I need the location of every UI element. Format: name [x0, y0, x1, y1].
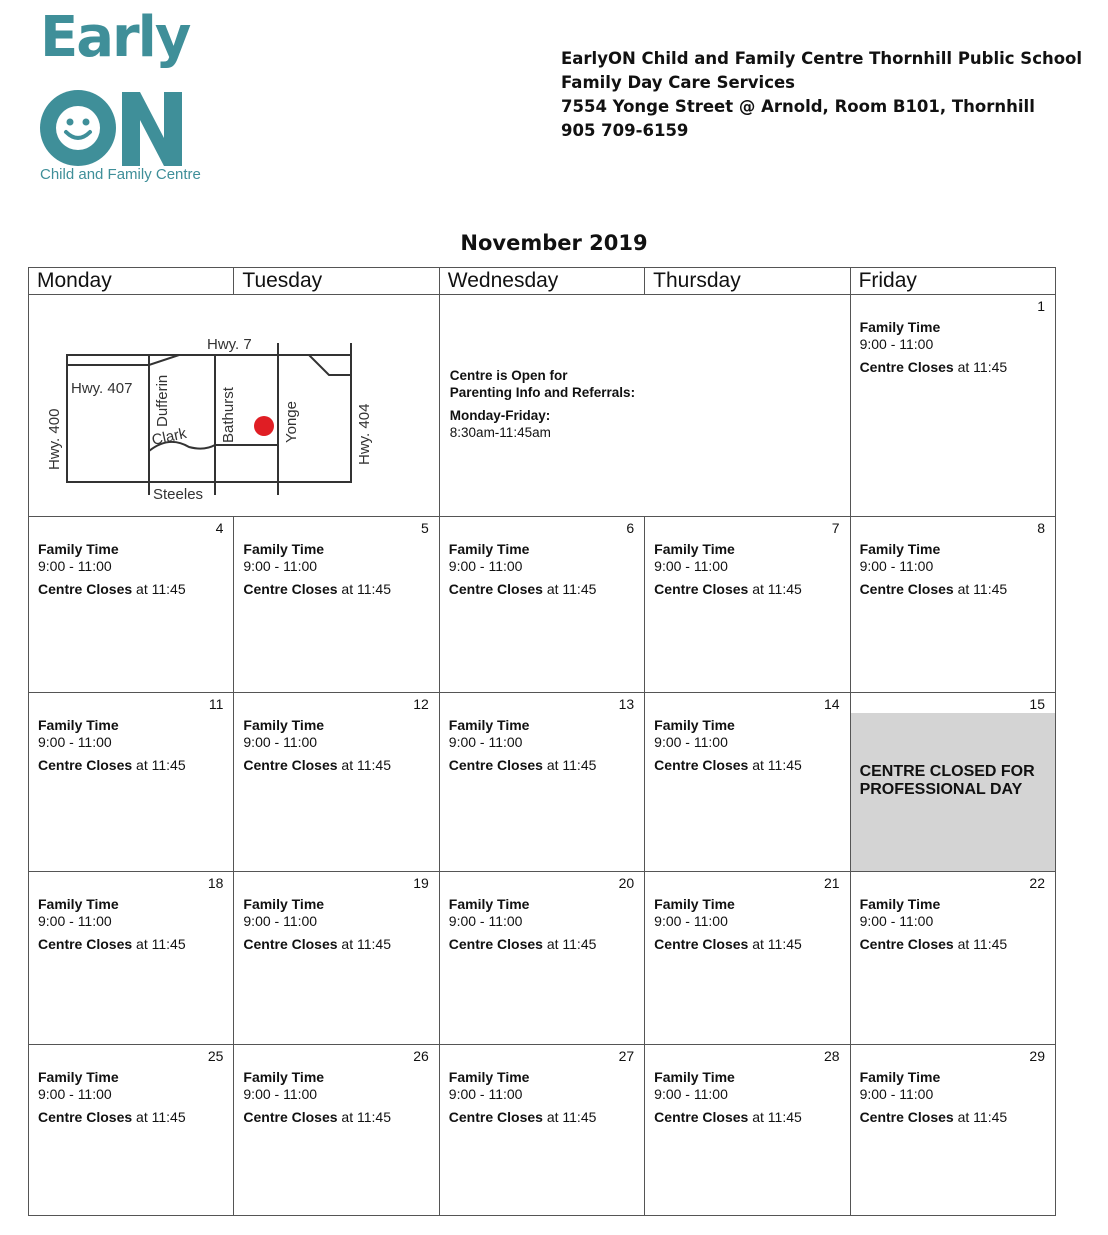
closing-note [38, 581, 186, 598]
event [243, 896, 391, 953]
event [243, 541, 391, 598]
calendar-day-cell [234, 872, 439, 1045]
closing-note [654, 936, 802, 953]
day-number: 12 [413, 696, 429, 712]
closing-time: at 11:45 [337, 936, 391, 952]
closing-label: Centre Closes [448, 936, 543, 952]
calendar-day-cell [645, 517, 850, 693]
event-time: 9:00 - 11:00 [859, 336, 934, 352]
closing-time: at 11:45 [337, 757, 391, 773]
closing-note [449, 936, 597, 953]
closing-note [654, 1109, 802, 1126]
event [38, 1069, 186, 1126]
event [860, 896, 1008, 953]
day-number: 14 [823, 696, 840, 712]
day-number: 5 [420, 520, 429, 536]
event-title: Family Time [448, 541, 530, 557]
event-title: Family Time [38, 1069, 119, 1085]
event-title: Family Time [448, 717, 530, 733]
event-title: Family Time [859, 1069, 941, 1085]
event-title: Family Time [243, 896, 325, 912]
event-time: 9:00 - 11:00 [448, 1086, 523, 1102]
closing-note [449, 581, 597, 598]
calendar-day-cell [29, 517, 234, 693]
closing-time: at 11:45 [748, 936, 802, 952]
closed-label: CENTRE CLOSED FOR PROFESSIONAL DAY [859, 763, 1035, 798]
event [654, 717, 802, 774]
event-time: 9:00 - 11:00 [859, 558, 934, 574]
day-number: 1 [1037, 298, 1045, 314]
closing-time: at 11:45 [542, 757, 597, 773]
event-time: 9:00 - 11:00 [654, 558, 728, 574]
centre-address [561, 47, 1082, 143]
calendar-day-cell [439, 1045, 644, 1216]
calendar-grid [28, 267, 1056, 1216]
day-number: 13 [618, 696, 635, 712]
event-title: Family Time [448, 1069, 530, 1085]
map-label-steeles: Steeles [153, 486, 204, 503]
calendar-day-cell [850, 872, 1055, 1045]
day-number: 18 [207, 875, 224, 891]
calendar-day-cell [29, 872, 234, 1045]
event-time: 9:00 - 11:00 [243, 1086, 318, 1102]
calendar-day-cell [645, 693, 850, 872]
event-time: 9:00 - 11:00 [654, 1086, 728, 1102]
event-time: 9:00 - 11:00 [38, 734, 112, 750]
event [449, 541, 597, 598]
info-line: 8:30am-11:45am [449, 425, 551, 440]
event-time: 9:00 - 11:00 [448, 734, 523, 750]
closing-label: Centre Closes [38, 581, 133, 597]
calendar-day-cell [439, 517, 644, 693]
closing-time: at 11:45 [132, 757, 186, 773]
closing-label: Centre Closes [448, 1109, 543, 1125]
closing-label: Centre Closes [448, 581, 543, 597]
closing-time: at 11:45 [748, 581, 802, 597]
calendar-day-cell [645, 1045, 850, 1216]
map-label-hwy404: Hwy. 404 [356, 403, 373, 465]
calendar-day-cell [850, 295, 1055, 517]
day-number: 26 [413, 1048, 429, 1064]
map-cell [29, 295, 440, 517]
map-label-clark: Clark [150, 425, 189, 449]
closing-label: Centre Closes [654, 1109, 749, 1125]
closing-time: at 11:45 [337, 1109, 391, 1125]
event-title: Family Time [654, 1069, 735, 1085]
closing-label: Centre Closes [243, 581, 338, 597]
event-title: Family Time [654, 896, 735, 912]
closing-label: Centre Closes [38, 1109, 133, 1125]
day-number: 29 [1029, 1048, 1045, 1064]
closed-notice [851, 713, 1055, 871]
day-header-friday: Friday [850, 268, 1055, 295]
calendar-day-cell [234, 693, 439, 872]
event-title: Family Time [243, 541, 325, 557]
phone-number: 905 709-6159 [561, 121, 689, 140]
closing-label: Centre Closes [859, 1109, 954, 1125]
closing-note [243, 581, 391, 598]
closing-time: at 11:45 [132, 1109, 186, 1125]
day-number: 28 [823, 1048, 840, 1064]
day-number: 22 [1029, 875, 1045, 891]
event [449, 1069, 597, 1126]
event [243, 717, 391, 774]
smiley-on-icon [36, 80, 186, 180]
calendar-day-cell [439, 693, 644, 872]
calendar-day-cell [850, 1045, 1055, 1216]
event [860, 319, 1008, 376]
centre-hours-info [450, 367, 635, 441]
closing-time: at 11:45 [337, 581, 391, 597]
calendar-day-cell [29, 693, 234, 872]
info-line: Centre is Open for [449, 368, 568, 383]
event-title: Family Time [243, 1069, 325, 1085]
centre-info-cell [439, 295, 850, 517]
closing-time: at 11:45 [953, 936, 1008, 952]
event [38, 896, 186, 953]
closing-label: Centre Closes [448, 757, 543, 773]
event-title: Family Time [859, 896, 941, 912]
closing-label: Centre Closes [654, 936, 749, 952]
event-time: 9:00 - 11:00 [859, 913, 934, 929]
closing-time: at 11:45 [953, 581, 1008, 597]
calendar-day-cell [439, 872, 644, 1045]
info-line: Parenting Info and Referrals: [449, 385, 636, 400]
calendar-day-cell [234, 517, 439, 693]
closing-note [860, 1109, 1008, 1126]
event [654, 541, 802, 598]
closing-time: at 11:45 [542, 1109, 597, 1125]
event-time: 9:00 - 11:00 [654, 734, 728, 750]
closing-note [860, 581, 1008, 598]
closing-time: at 11:45 [542, 936, 597, 952]
day-number: 6 [626, 520, 635, 536]
event-time: 9:00 - 11:00 [859, 1086, 934, 1102]
event-title: Family Time [38, 896, 119, 912]
closing-time: at 11:45 [542, 581, 597, 597]
day-header-wednesday: Wednesday [439, 268, 644, 295]
address-line: 7554 Yonge Street @ Arnold, Room B101, Thornhill [561, 97, 1035, 116]
day-number: 25 [207, 1048, 224, 1064]
event [243, 1069, 391, 1126]
closing-note [860, 936, 1008, 953]
closing-note [654, 757, 802, 774]
day-number: 21 [823, 875, 840, 891]
closing-time: at 11:45 [953, 359, 1008, 375]
day-header-monday: Monday [29, 268, 234, 295]
event-title: Family Time [654, 541, 735, 557]
day-number: 11 [208, 696, 224, 712]
day-number: 7 [831, 520, 840, 536]
closing-time: at 11:45 [748, 757, 802, 773]
closing-note [860, 359, 1008, 376]
map-label-bathurst: Bathurst [220, 387, 237, 443]
calendar-day-cell [645, 872, 850, 1045]
month-title: November 2019 [460, 231, 648, 255]
closing-note [449, 757, 597, 774]
map-label-hwy407: Hwy. 407 [71, 380, 133, 397]
closing-label: Centre Closes [654, 581, 749, 597]
event-time: 9:00 - 11:00 [448, 913, 523, 929]
event [860, 1069, 1008, 1126]
event-time: 9:00 - 11:00 [38, 558, 112, 574]
closing-label: Centre Closes [859, 936, 954, 952]
calendar-day-cell [234, 1045, 439, 1216]
event-time: 9:00 - 11:00 [243, 913, 318, 929]
event-time: 9:00 - 11:00 [38, 913, 112, 929]
map-label-yonge: Yonge [283, 401, 300, 443]
closing-label: Centre Closes [243, 757, 338, 773]
closing-note [243, 1109, 391, 1126]
calendar-day-cell-closed [850, 693, 1055, 872]
map-label-hwy7: Hwy. 7 [207, 336, 252, 353]
event [654, 896, 802, 953]
day-number: 4 [215, 520, 224, 536]
closing-label: Centre Closes [654, 757, 749, 773]
early-on-logo [36, 5, 201, 188]
event-title: Family Time [654, 717, 735, 733]
closing-time: at 11:45 [748, 1109, 802, 1125]
logo-subtitle: Child and Family Centre [40, 166, 201, 183]
closing-note [243, 757, 391, 774]
event-title: Family Time [38, 717, 119, 733]
calendar-day-cell [850, 517, 1055, 693]
closing-label: Centre Closes [243, 1109, 338, 1125]
event-title: Family Time [859, 541, 941, 557]
day-number: 20 [618, 875, 635, 891]
closing-label: Centre Closes [243, 936, 338, 952]
day-number: 15 [1029, 696, 1045, 712]
event-time: 9:00 - 11:00 [243, 734, 318, 750]
day-number: 27 [618, 1048, 635, 1064]
day-number: 8 [1037, 520, 1045, 536]
event-time: 9:00 - 11:00 [448, 558, 523, 574]
logo-early-text: Early [40, 5, 190, 70]
event [449, 896, 597, 953]
closing-time: at 11:45 [132, 581, 186, 597]
closing-time: at 11:45 [132, 936, 186, 952]
event [449, 717, 597, 774]
event-title: Family Time [243, 717, 325, 733]
closing-time: at 11:45 [953, 1109, 1008, 1125]
closing-note [243, 936, 391, 953]
event [38, 717, 186, 774]
closing-note [38, 757, 186, 774]
map-label-hwy400: Hwy. 400 [46, 408, 63, 470]
calendar-day-cell [29, 1045, 234, 1216]
closing-label: Centre Closes [38, 757, 133, 773]
event-title: Family Time [859, 319, 941, 335]
address-line: EarlyON Child and Family Centre Thornhill Public School [561, 49, 1083, 68]
day-number: 19 [413, 875, 429, 891]
closing-note [654, 581, 802, 598]
event-time: 9:00 - 11:00 [243, 558, 318, 574]
event-time: 9:00 - 11:00 [38, 1086, 112, 1102]
map-label-dufferin: Dufferin [154, 374, 171, 427]
closing-note [449, 1109, 597, 1126]
day-header-tuesday: Tuesday [234, 268, 439, 295]
event [654, 1069, 802, 1126]
day-header-thursday: Thursday [645, 268, 850, 295]
info-line: Monday-Friday: [449, 408, 551, 423]
event [860, 541, 1008, 598]
closing-label: Centre Closes [859, 581, 954, 597]
address-line: Family Day Care Services [561, 73, 795, 92]
event-title: Family Time [448, 896, 530, 912]
event-title: Family Time [38, 541, 119, 557]
event-time: 9:00 - 11:00 [654, 913, 728, 929]
closing-label: Centre Closes [859, 359, 954, 375]
closing-note [38, 936, 186, 953]
closing-note [38, 1109, 186, 1126]
location-map-icon [39, 335, 373, 510]
event [38, 541, 186, 598]
closing-label: Centre Closes [38, 936, 133, 952]
